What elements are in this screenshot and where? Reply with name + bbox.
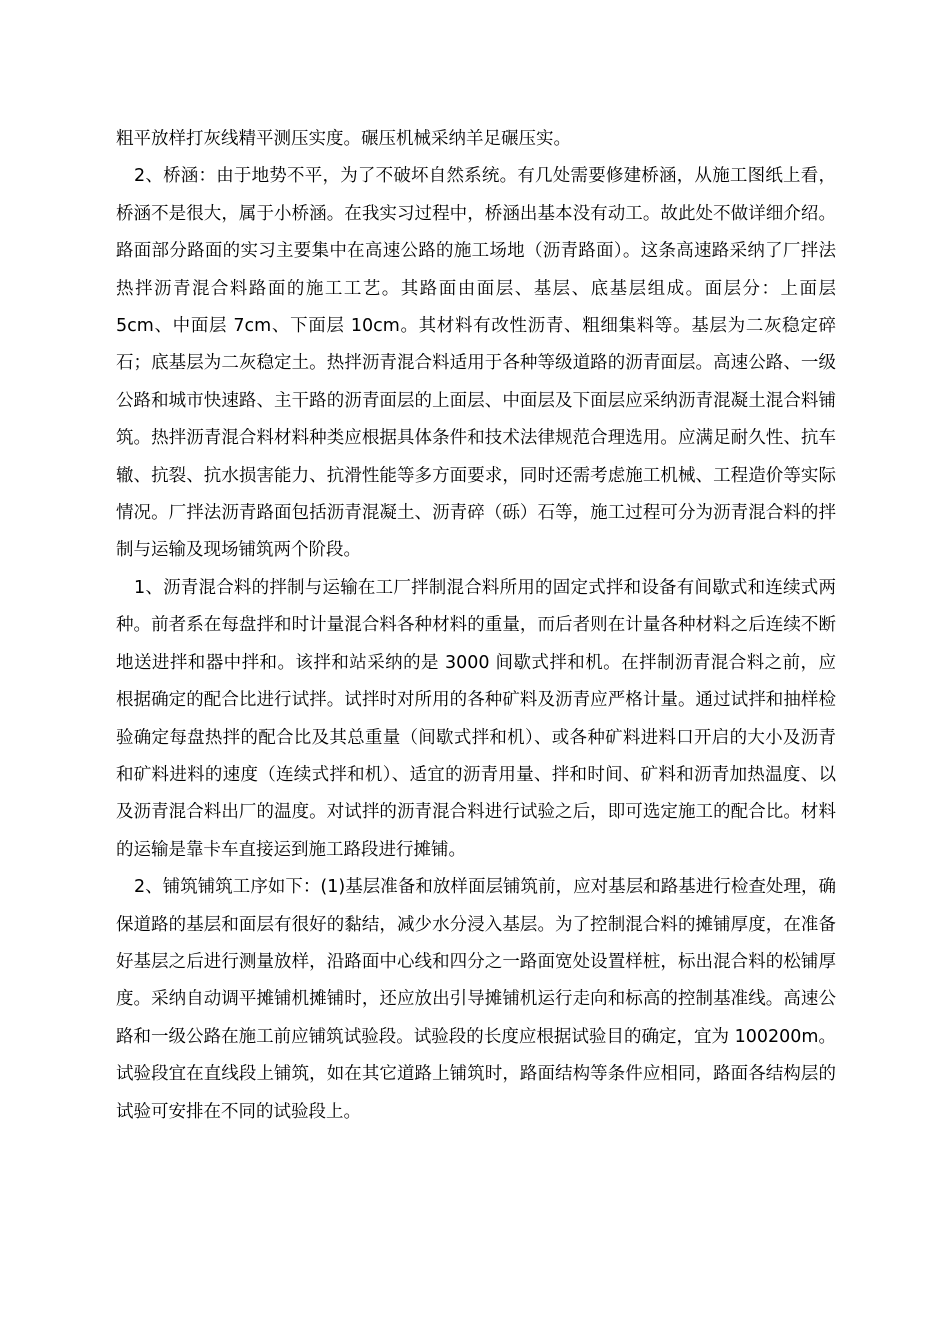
paragraph-3: 1、沥青混合料的拌制与运输在工厂拌制混合料所用的固定式拌和设备有间歇式和连续式两种。前者系在每盘拌和时计量混合料各种材料的重量，而后者则在计量各种材料之后连续不断地送进拌和器中拌和。该拌和站采纳的是 3000 间歇式拌和机。在拌制沥青混合料之前，应根据确定的配合比进行试拌。试拌时对所用的各种矿料及沥青应严格计量。通过试拌和抽样检验确定每盘热拌的配合比及其总重量（间歇式拌和机）、或各种矿料进料口开启的大小及沥青和矿料进料的速度（连续式拌和机）、适宜的沥青用量、拌和时间、矿料和沥青加热温度、以及沥青混合料出厂的温度。对试拌的沥青混合料进行试验之后，即可选定施工的配合比。材料的运输是靠卡车直接运到施工路段进行摊铺。 [116,577,836,860]
paragraph-1: 粗平放样打灰线精平测压实度。碾压机械采纳羊足碾压实。 [116,129,571,149]
paragraph-4: 2、铺筑铺筑工序如下：(1)基层准备和放样面层铺筑前，应对基层和路基进行检查处理，确保道路的基层和面层有很好的黏结，减少水分浸入基层。为了控制混合料的摊铺厚度，在准备好基层之后进行测量放样，沿路面中心线和四分之一路面宽处设置样桩，标出混合料的松铺厚度。采纳自动调平摊铺机摊铺时，还应放出引导摊铺机运行走向和标高的控制基准线。高速公路和一级公路在施工前应铺筑试验段。试验段的长度应根据试验目的确定，宜为 100200m。试验段宜在直线段上铺筑，如在其它道路上铺筑时，路面结构等条件应相同，路面各结构层的试验可安排在不同的试验段上。 [116,877,836,1122]
paragraph-2: 2、桥涵：由于地势不平，为了不破坏自然系统。有几处需要修建桥涵，从施工图纸上看，桥涵不是很大，属于小桥涵。在我实习过程中，桥涵出基本没有动工。故此处不做详细介绍。路面部分路面的实习主要集中在高速公路的施工场地（沥青路面）。这条高速路采纳了厂拌法热拌沥青混合料路面的施工工艺。其路面由面层、基层、底基层组成。面层分：上面层 5cm、中面层 7cm、下面层 10cm。其材料有改性沥青、粗细集料等。基层为二灰稳定碎石；底基层为二灰稳定土。热拌沥青混合料适用于各种等级道路的沥青面层。高速公路、一级公路和城市快速路、主干路的沥青面层的上面层、中面层及下面层应采纳沥青混凝土混合料铺筑。热拌沥青混合料材料种类应根据具体条件和技术法律规范合理选用。应满足耐久性、抗车辙、抗裂、抗水损害能力、抗滑性能等多方面要求，同时还需考虑施工机械、工程造价等实际情况。厂拌法沥青路面包括沥青混凝土、沥青碎（砾）石等，施工过程可分为沥青混合料的拌制与运输及现场铺筑两个阶段。 [116,166,836,561]
document-body [116,121,836,1131]
